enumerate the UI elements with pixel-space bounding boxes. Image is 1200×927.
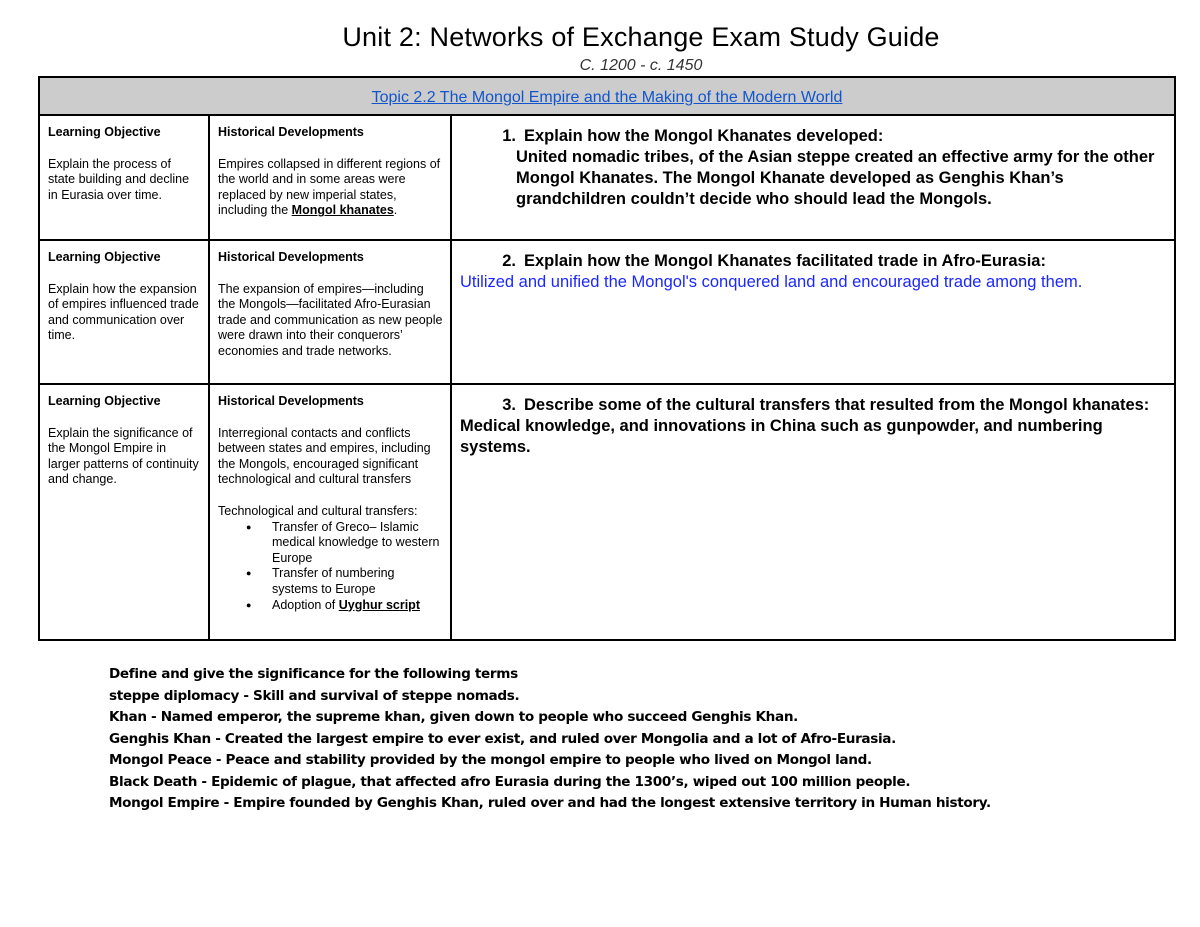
- definition-item: Mongol Empire - Empire founded by Genghis Khan, ruled over and had the longest extensive territory in Human history.: [109, 795, 991, 811]
- page-title: Unit 2: Networks of Exchange Exam Study Guide: [342, 22, 940, 52]
- historical-developments-heading: Historical Developments: [218, 125, 364, 139]
- learning-objective-heading: Learning Objective: [48, 250, 161, 264]
- question-cell: [451, 115, 1175, 240]
- question-number: 1.: [502, 127, 516, 145]
- question-cell: [451, 384, 1175, 640]
- hd-text: Empires collapsed in different regions of the world and in some areas were replaced by new imperial states, including the: [218, 156, 441, 218]
- answer-text: United nomadic tribes, of the Asian steppe created an effective army for the other Mongol Khanates. The Mongol Khanate developed as Genghis Khan’s grandchildren couldn’t decide who should lead the Mongols.: [516, 148, 1155, 208]
- historical-developments-heading: Historical Developments: [218, 394, 364, 408]
- question-text: Explain how the Mongol Khanates developed:: [524, 127, 884, 145]
- list-item-text: Adoption of: [272, 597, 339, 612]
- learning-objective-text: Explain the significance of the Mongol Empire in larger patterns of continuity and change.: [48, 425, 199, 487]
- page-subtitle: C. 1200 - c. 1450: [579, 57, 703, 74]
- definition-item: Genghis Khan - Created the largest empire to ever exist, and ruled over Mongolia and a lot of Afro-Eurasia.: [109, 730, 896, 747]
- question-text: Describe some of the cultural transfers that resulted from the Mongol khanates:: [524, 396, 1150, 414]
- topic-header: [39, 77, 1175, 115]
- question-text: Explain how the Mongol Khanates facilitated trade in Afro-Eurasia:: [524, 252, 1046, 270]
- question: [460, 251, 1166, 272]
- table-row: [39, 115, 1175, 240]
- table-row: [39, 240, 1175, 384]
- historical-developments-text: Interregional contacts and conflicts between states and empires, including the Mongols, encouraged significant technological and cultural transfers: [218, 425, 431, 487]
- definitions-section: [109, 664, 1109, 815]
- historical-developments-cell: [209, 240, 451, 384]
- learning-objective-cell: [39, 384, 209, 640]
- learning-objective-cell: [39, 240, 209, 384]
- learning-objective-heading: Learning Objective: [48, 125, 161, 139]
- learning-objective-cell: [39, 115, 209, 240]
- learning-objective-heading: Learning Objective: [48, 394, 161, 408]
- question-number: 2.: [502, 252, 516, 270]
- learning-objective-text: Explain the process of state building and decline in Eurasia over time.: [48, 156, 190, 202]
- list-item: [272, 598, 443, 614]
- question-number: 3.: [502, 396, 516, 414]
- definition-item: steppe diplomacy - Skill and survival of steppe nomads.: [109, 687, 520, 704]
- list-item: ● Transfer of numbering systems to Europe: [272, 566, 443, 597]
- definitions-heading: Define and give the significance for the following terms: [109, 666, 518, 682]
- definition-item: Khan - Named emperor, the supreme khan, given down to people who succeed Genghis Khan.: [109, 709, 798, 725]
- transfers-intro: Technological and cultural transfers:: [218, 503, 418, 518]
- definition-item: Black Death - Epidemic of plague, that affected afro Eurasia during the 1300’s, wiped out 100 million people.: [109, 773, 911, 790]
- transfers-list: [218, 520, 443, 614]
- historical-developments-cell: [209, 384, 451, 640]
- uyghur-script-link[interactable]: Uyghur script: [338, 597, 420, 612]
- historical-developments-text: The expansion of empires—including the Mongols—facilitated Afro-Eurasian trade and communication as new people were drawn into their conquerors’ economies and trade networks.: [218, 281, 443, 358]
- question: [460, 126, 1166, 147]
- table-row: [39, 384, 1175, 640]
- historical-developments-heading: Historical Developments: [218, 250, 364, 264]
- study-guide-table: [38, 76, 1176, 641]
- answer-text: Medical knowledge, and innovations in China such as gunpowder, and numbering systems.: [460, 417, 1103, 456]
- historical-developments-cell: [209, 115, 451, 240]
- definition-item: Mongol Peace - Peace and stability provided by the mongol empire to people who lived on Mongol land.: [109, 752, 872, 768]
- list-item: ● Transfer of Greco– Islamic medical knowledge to western Europe: [272, 520, 443, 567]
- topic-link[interactable]: Topic 2.2 The Mongol Empire and the Making of the Modern World: [371, 89, 843, 106]
- hd-text-end: .: [393, 203, 398, 218]
- learning-objective-text: Explain how the expansion of empires influenced trade and communication over time.: [48, 281, 199, 343]
- question-cell: [451, 240, 1175, 384]
- question: [460, 395, 1166, 416]
- historical-developments-text: [218, 157, 443, 219]
- mongol-khanates-link[interactable]: Mongol khanates: [291, 203, 394, 218]
- answer-text: Utilized and unified the Mongol's conquered land and encouraged trade among them.: [460, 273, 1083, 291]
